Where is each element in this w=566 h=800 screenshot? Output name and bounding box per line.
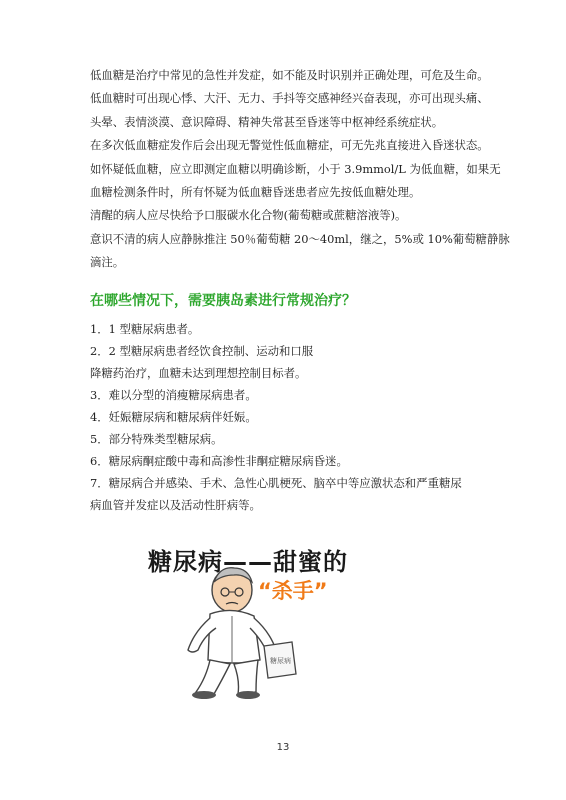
text-line: 低血糖是治疗中常见的急性并发症，如不能及时识别并正确处理，可危及生命。: [90, 68, 489, 82]
illustration-title: 糖尿病——甜蜜的: [148, 548, 348, 576]
list-item: 6．糖尿病酮症酸中毒和高渗性非酮症糖尿病昏迷。: [90, 454, 348, 468]
text-line: 低血糖时可出现心悸、大汗、无力、手抖等交感神经兴奋表现，亦可出现头痛、: [90, 91, 489, 106]
bag-label: 糖尿病: [270, 657, 291, 665]
text-line: 如怀疑低血糖，应立即测定血糖以明确诊断，小于 3.9mmol/L 为低血糖，如果无: [90, 161, 501, 176]
page-number: 13: [276, 742, 290, 753]
text-line: 滴注。: [90, 255, 125, 270]
list-item: 1．1 型糖尿病患者。: [90, 322, 200, 336]
list-item: 7．糖尿病合并感染、手术、急性心肌梗死、脑卒中等应激状态和严重糖尿: [90, 476, 462, 490]
list-item: 病血管并发症以及活动性肝病等。: [90, 498, 261, 512]
list-item: 4．妊娠糖尿病和糖尿病伴妊娠。: [90, 410, 257, 424]
list-item: 2．2 型糖尿病患者经饮食控制、运动和口服: [90, 344, 314, 358]
text-line: 意识不清的病人应静脉推注 50％葡萄糖 20～40ml，继之，5%或 10%葡萄糖静脉: [90, 231, 510, 246]
section-heading: 在哪些情况下，需要胰岛素进行常规治疗？: [90, 293, 356, 309]
text-line: 血糖检测条件时，所有怀疑为低血糖昏迷患者应先按低血糖处理。: [90, 185, 421, 200]
text-line: 在多次低血糖症发作后会出现无警觉性低血糖症，可无先兆直接进入昏迷状态。: [90, 138, 489, 153]
list-item: 降糖药治疗，血糖未达到理想控制目标者。: [90, 366, 307, 380]
text-line: 头晕、表情淡漠、意识障碍、精神失常甚至昏迷等中枢神经系统症状。: [90, 114, 444, 129]
insulin-indications-list: [90, 318, 490, 516]
text-line: 清醒的病人应尽快给予口服碳水化合物(葡萄糖或蔗糖溶液等)。: [90, 208, 407, 223]
list-item: 3．难以分型的消瘦糖尿病患者。: [90, 388, 257, 402]
hypoglycemia-paragraph: [90, 64, 510, 275]
list-item: 5．部分特殊类型糖尿病。: [90, 432, 223, 446]
illustration-subtitle: “杀手”: [258, 579, 328, 603]
